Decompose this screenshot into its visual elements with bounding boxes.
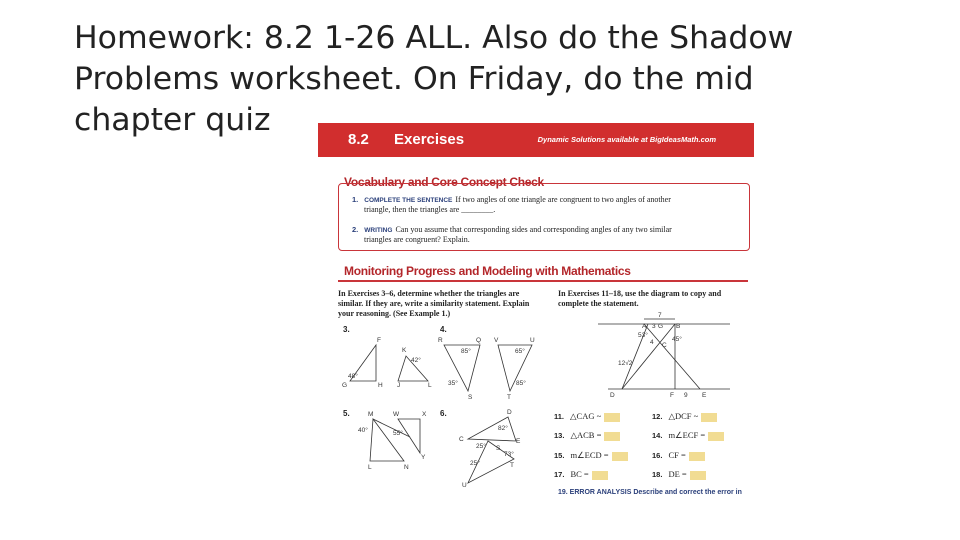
figure-6 [468,417,516,483]
fig4-angle-3: 35° [448,380,458,387]
answer-17: 17. BC = [554,469,608,480]
instructions-left-a: In Exercises 3–6, determine whether the triangles are [338,289,520,298]
diagram-label-a: A [642,323,647,330]
answer-box [592,471,608,480]
question-5-label: 5. [343,409,350,418]
fig4-label-v: V [494,337,499,344]
section-number: 8.2 [348,131,369,148]
answer-box [701,413,717,422]
fig5-angle-2: 55° [393,430,403,437]
monitoring-heading: Monitoring Progress and Modeling with Mathematics [344,264,631,278]
fig6-angle-3: 73° [504,451,514,458]
fig5-label-n: N [404,464,409,471]
fig5-label-x: X [422,411,427,418]
fig6-angle-2: 25° [476,443,486,450]
exercises-11-18-diagram [598,319,730,389]
fig4-label-u: U [530,337,535,344]
fig6-label-u: U [462,482,467,489]
diagram-angle-4: 4 [650,339,654,346]
instructions-left-c: your reasoning. (See Example 1.) [338,309,451,318]
diagram-angle-53: 53° [638,332,648,339]
fig3-label-k: K [402,347,407,354]
vocab-heading: Vocabulary and Core Concept Check [344,175,544,189]
fig6-label-c: C [459,436,464,443]
diagram-label-e: E [702,392,707,399]
fig6-angle-1: 82° [498,425,508,432]
diagram-bottom-length: 9 [684,392,688,399]
fig4-label-q: Q [476,337,482,344]
fig6-label-s: S [496,445,501,452]
diagram-angle-45: 45° [672,336,682,343]
diagram-label-g: G [658,323,664,330]
figure-5 [370,419,420,461]
diagram-side-length: 12√2 [618,360,633,367]
exercise-1-line-b: triangle, then the triangles are ________. [364,205,496,214]
question-3-label: 3. [343,325,350,334]
exercise-2-line-b: triangles are congruent? Explain. [364,235,470,244]
dynamic-solutions-note: Dynamic Solutions available at BigIdeasMath.com [537,135,716,144]
question-6-label: 6. [440,409,447,418]
instructions-left-b: similar. If they are, write a similarity statement. Explain [338,299,530,308]
diagram-label-f: F [670,392,674,399]
fig3-label-g: G [342,382,348,389]
fig4-angle-2: 65° [515,348,525,355]
fig5-label-y: Y [421,454,426,461]
fig4-label-s: S [468,394,473,401]
diagram-label-b: B [676,323,681,330]
fig3-label-j: J [397,382,401,389]
question-4-label: 4. [440,325,447,334]
diagram-g-3: 3 [652,323,656,330]
answer-16: 16. CF = [652,450,705,461]
instructions-right-a: In Exercises 11–18, use the diagram to copy and [558,289,722,298]
answer-box [604,432,620,441]
answer-12: 12. △DCF ~ [652,411,717,422]
fig4-angle-4: 85° [516,380,526,387]
fig3-label-h: H [378,382,383,389]
section-title: Exercises [394,131,465,148]
answer-18: 18. DE = [652,469,706,480]
fig3-angle-2: 42° [411,357,421,364]
answer-14: 14. m∠ECF = [652,430,724,441]
exercise-1-line-a: 1. COMPLETE THE SENTENCE If two angles of one triangle are congruent to two angles of another [352,195,671,204]
diagram-label-c: C [662,342,667,349]
fig5-label-m: M [368,411,374,418]
instructions-right-b: complete the statement. [558,299,639,308]
fig5-label-w: W [393,411,400,418]
answer-box [690,471,706,480]
fig4-label-r: R [438,337,443,344]
fig5-label-l: L [368,464,372,471]
fig4-angle-1: 85° [461,348,471,355]
fig6-angle-4: 25° [470,460,480,467]
fig6-label-t: T [510,462,514,469]
answer-box [612,452,628,461]
answer-13: 13. △ACB = [554,430,620,441]
answer-box [604,413,620,422]
fig3-label-f: F [377,337,381,344]
fig3-angle-1: 48° [348,373,358,380]
diagram-label-d: D [610,392,615,399]
worksheet-image [318,123,754,495]
fig6-label-e: E [516,438,521,445]
exercise-19-cutoff: 19. ERROR ANALYSIS Describe and correct the error in [558,489,742,495]
answer-15: 15. m∠ECD = [554,450,628,461]
slide-title: Homework: 8.2 1-26 ALL. Also do the Shadow Problems worksheet. On Friday, do the mid chapter quiz [74,20,794,138]
answer-11: 11. △CAG ~ [554,411,620,422]
fig6-label-d: D [507,409,512,416]
fig3-label-l: L [428,382,432,389]
fig4-label-t: T [507,394,511,401]
diagram-top-length: 7 [658,312,662,319]
answer-box [708,432,724,441]
fig5-angle-1: 40° [358,427,368,434]
exercise-2-line-a: 2. WRITING Can you assume that corresponding sides and corresponding angles of any two similar [352,225,672,234]
answer-box [689,452,705,461]
